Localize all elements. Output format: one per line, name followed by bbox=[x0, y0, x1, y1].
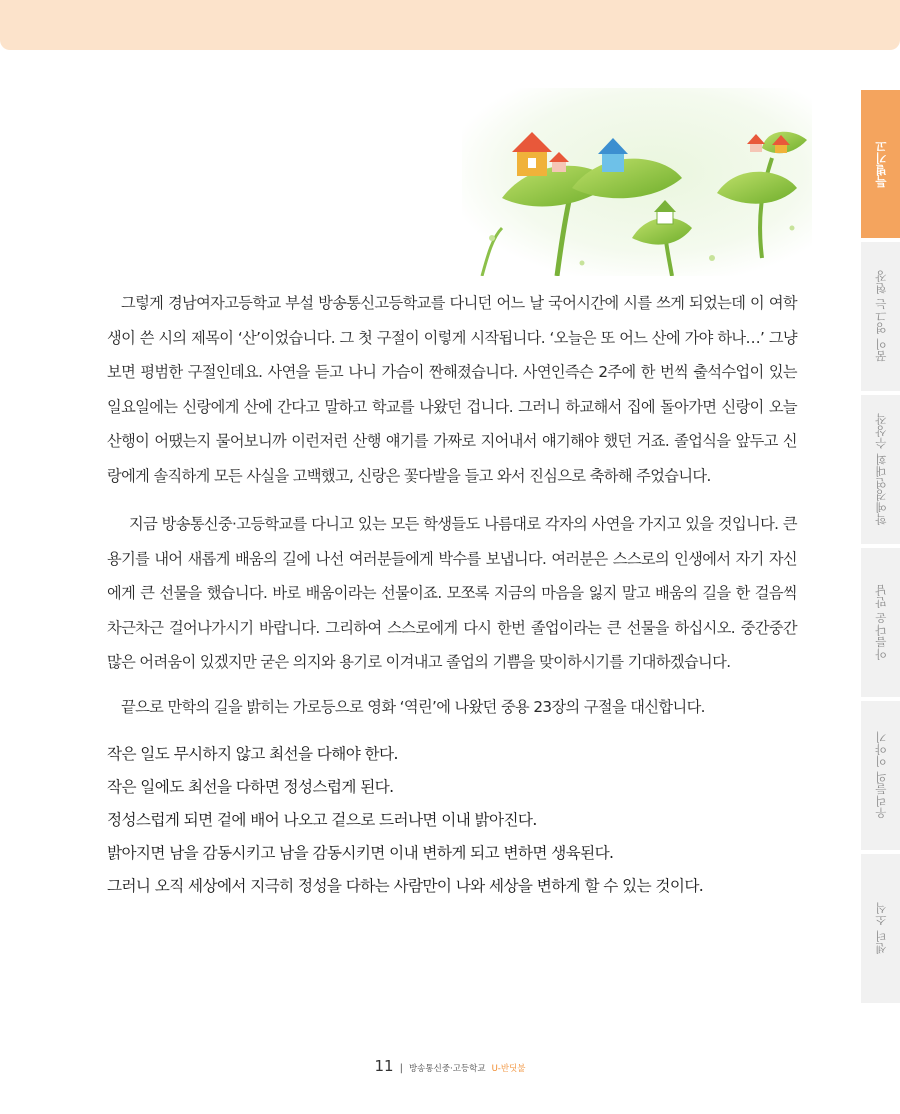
poem-line-5: 그러니 오직 세상에서 지극히 정성을 다하는 사람만이 나와 세상을 변하게 할 수 있는 것이다. bbox=[107, 877, 704, 895]
side-tab-label: 센터 소식 bbox=[873, 902, 888, 955]
side-tab-label: 우리들의 이야기 bbox=[873, 731, 888, 820]
poem-line-1: 작은 일도 무시하지 않고 최선을 다해야 한다. bbox=[107, 745, 398, 763]
poem-line-2: 작은 일에도 최선을 다하면 정성스럽게 된다. bbox=[107, 778, 394, 796]
page-number: 11 bbox=[374, 1057, 394, 1075]
footer-separator: | bbox=[399, 1063, 403, 1074]
poem-quote bbox=[107, 738, 797, 903]
poem-line-4: 밝아지면 남을 감동시키고 남을 감동시키면 이내 변하게 되고 변하면 생육된다. bbox=[107, 844, 614, 862]
side-tab-label: 아름다운 만남 bbox=[873, 584, 888, 661]
side-tab-center-news[interactable] bbox=[861, 854, 900, 1007]
article-paragraph-1: 그렇게 경남여자고등학교 부설 방송통신고등학교를 다니던 어느 날 국어시간에 시를 쓰게 되었는데 이 여학생이 쓴 시의 제목이 ‘산’이었습니다. 그 첫 구절이 이렇게 시작됩니다. ‘오늘은 또 어느 산에 가야 하나…’ 그냥 보면 평범한 구절인데요. 사연을 듣고 나니 가슴이 짠해졌습니다. 사연인즉슨 2주에 한 번씩 출석수업이 있는 일요일에는 신랑에게 산에 간다고 말하고 학교를 나왔던 겁니다. 그러니 하교해서 집에 돌아가면 신랑이 오늘 산행이 어땠는지 물어보니까 이런저런 산행 얘기를 가짜로 지어내서 얘기해야 했던 거죠. 졸업식을 앞두고 신랑에게 솔직하게 모든 사실을 고백했고, 신랑은 꽃다발을 들고 와서 진심으로 축하해 주었습니다. bbox=[107, 294, 797, 485]
side-tab-beautiful-meeting[interactable] bbox=[861, 548, 900, 701]
sprout-houses-illustration bbox=[462, 88, 812, 276]
footer-publisher: 방송통신중·고등학교 bbox=[408, 1064, 486, 1074]
side-tab-our-stories[interactable] bbox=[861, 701, 900, 854]
top-header-band bbox=[0, 0, 900, 50]
section-side-nav bbox=[861, 90, 900, 1007]
article-paragraph-3: 끝으로 만학의 길을 밝히는 가로등으로 영화 ‘역린’에 나왔던 중용 23장의 구절을 대신합니다. bbox=[121, 697, 705, 716]
side-tab-special-contribution[interactable] bbox=[861, 90, 900, 242]
side-tab-contest-winners[interactable] bbox=[861, 395, 900, 548]
side-tab-label: 꿈이 영그는 현장 bbox=[873, 270, 888, 363]
side-tab-dream-field[interactable] bbox=[861, 242, 900, 395]
article-body bbox=[107, 286, 797, 903]
article-paragraph-2: 지금 방송통신중·고등학교를 다니고 있는 모든 학생들도 나름대로 각자의 사연을 가지고 있을 것입니다. 큰 용기를 내어 새롭게 배움의 길에 나선 여러분들에게 박수를 보냅니다. 여러분은 스스로의 인생에서 자기 자신에게 큰 선물을 했습니다. 바로 배움이라는 선물이죠. 모쪼록 지금의 마음을 잃지 말고 배움의 길을 한 걸음씩 차근차근 걸어나가시기 바랍니다. 그리하여 스스로에게 다시 한번 졸업이라는 큰 선물을 하십시오. 중간중간 많은 어려움이 있겠지만 굳은 의지와 용기로 이겨내고 졸업의 기쁨을 맞이하시기를 기대하겠습니다. bbox=[107, 515, 797, 671]
side-tab-label: 특별기고 bbox=[873, 140, 888, 188]
page-footer bbox=[0, 1057, 900, 1075]
poem-line-3: 정성스럽게 되면 겉에 배어 나오고 겉으로 드러나면 이내 밝아진다. bbox=[107, 811, 537, 829]
side-tab-label: 학예경연대회 수상작 bbox=[873, 413, 888, 526]
footer-brand: U-반딧불 bbox=[491, 1064, 526, 1074]
